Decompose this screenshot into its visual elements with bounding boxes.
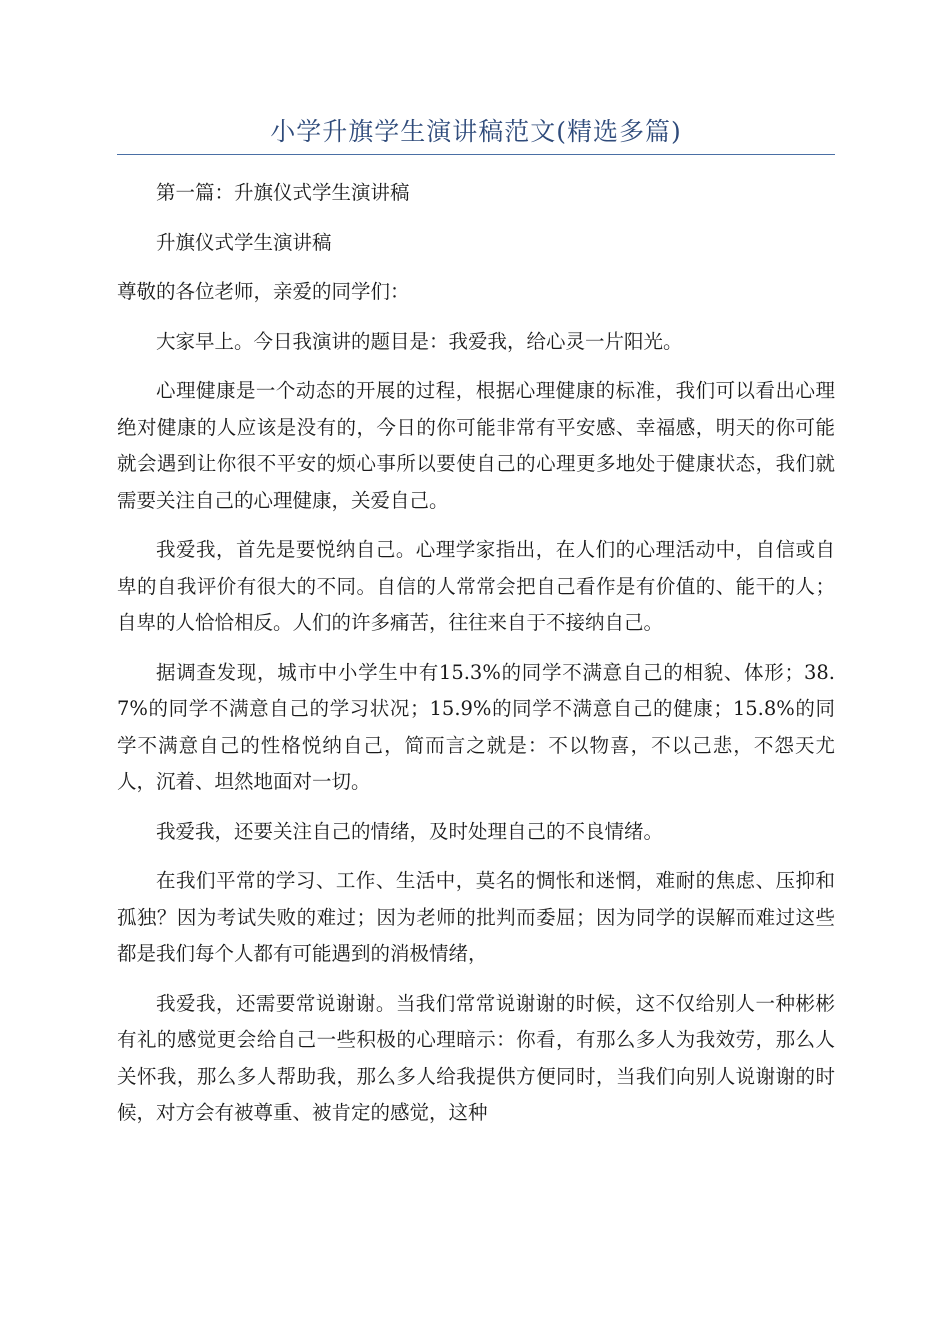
paragraph: 我爱我，还需要常说谢谢。当我们常常说谢谢的时候，这不仅给别人一种彬彬有礼的感觉更会给自己一些积极的心理暗示：你看，有那么多人为我效劳，那么人关怀我，那么多人帮助我，那么多人给我提供方便同时，当我们向别人说谢谢的时候，对方会有被尊重、被肯定的感觉，这种 [117,991,835,1124]
paragraph: 升旗仪式学生演讲稿 [156,230,332,254]
paragraph: 尊敬的各位老师，亲爱的同学们： [117,280,410,303]
paragraph: 心理健康是一个动态的开展的过程，根据心理健康的标准，我们可以看出心理绝对健康的人应该是没有的，今日的你可能非常有平安感、幸福感，明天的你可能就会遇到让你很不平安的烦心事所以要使自己的心理更多地处于健康状态，我们就需要关注自己的心理健康，关爱自己。 [117,379,835,512]
document-page [117,0,835,1145]
paragraph: 第一篇：升旗仪式学生演讲稿 [156,181,410,204]
paragraph: 我爱我，还要关注自己的情绪，及时处理自己的不良情绪。 [156,819,664,843]
paragraph: 大家早上。今日我演讲的题目是：我爱我，给心灵一片阳光。 [156,329,683,353]
paragraph: 据调查发现，城市中小学生中有15.3%的同学不满意自己的相貌、体形；38.7%的同学不满意自己的学习状况；15.9%的同学不满意自己的健康；15.8%的同学不满意自己的性格悦纳自己，简而言之就是：不以物喜，不以己悲，不怨天尤人，沉着、坦然地面对一切。 [117,660,835,793]
document-title: 小学升旗学生演讲稿范文(精选多篇) [117,114,835,155]
document-body [117,175,835,1132]
paragraph: 我爱我，首先是要悦纳自己。心理学家指出，在人们的心理活动中，自信或自卑的自我评价有很大的不同。自信的人常常会把自己看作是有价值的、能干的人；自卑的人恰恰相反。人们的许多痛苦，往往来自于不接纳自己。 [117,538,835,634]
paragraph: 在我们平常的学习、工作、生活中，莫名的惆怅和迷惘，难耐的焦虑、压抑和孤独？因为考试失败的难过；因为老师的批判而委屈；因为同学的误解而难过这些都是我们每个人都有可能遇到的消极情绪， [117,869,835,965]
